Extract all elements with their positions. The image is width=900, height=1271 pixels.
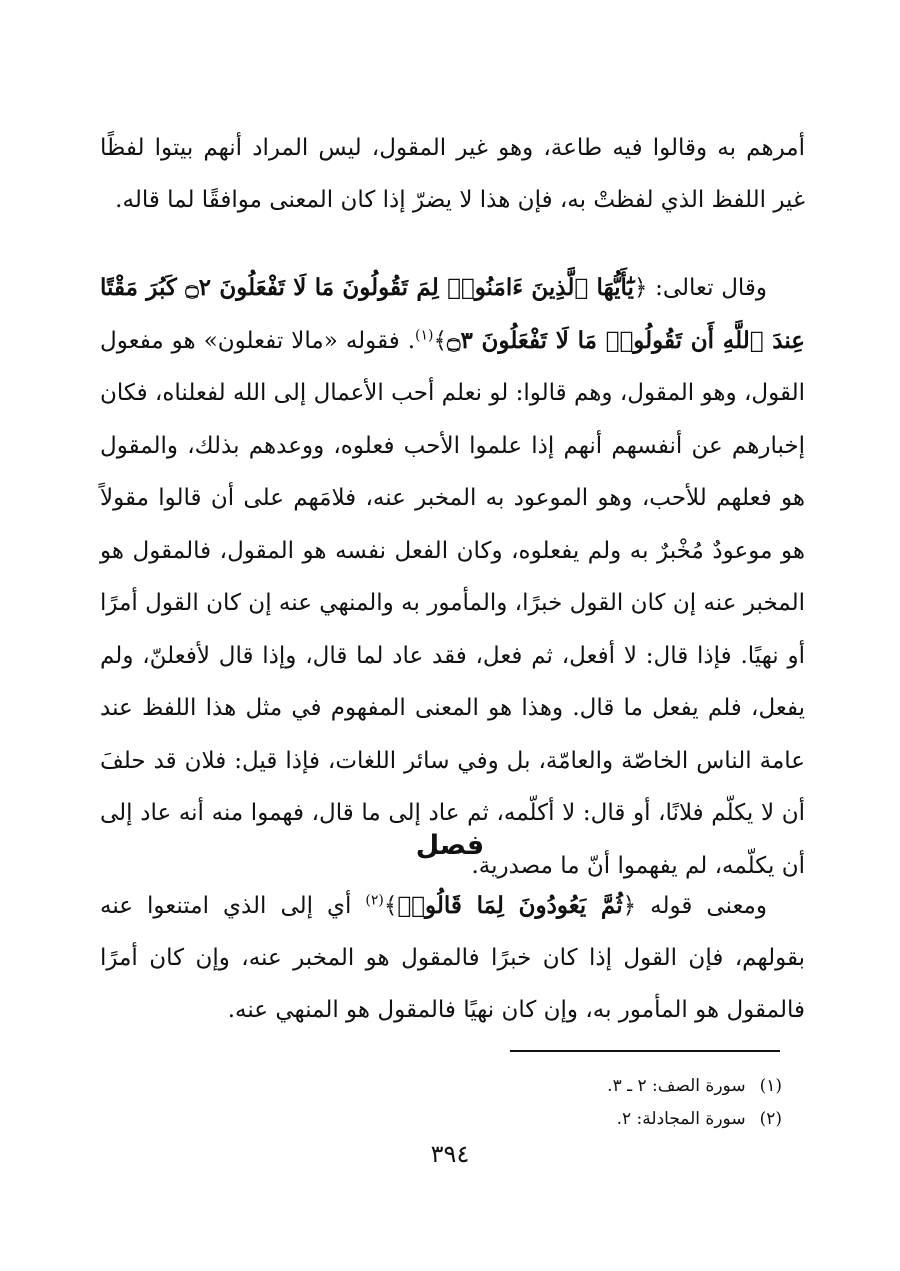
footnote-text: سورة المجادلة: ٢. [616, 1109, 746, 1129]
quran-verse-mujadila: ثُمَّ يَعُودُونَ لِمَا قَالُوا۟ [397, 892, 623, 919]
paragraph-2 [100, 262, 805, 892]
paragraph-2-body: . فقوله «مالا تفعلون» هو مفعول القول، وهو المقول، وهم قالوا: لو نعلم أحب الأعمال إلى الله لفعلناه، فكان إخبارهم عن أنفسهم أنهم إذا علموا الأحب فعلوه، ووعدهم بذلك، والمقول هو فعلهم للأحب، وهو الموعود به المخبر عنه، فلامَهم على أن قالوا مقولاً هو موعودٌ مُخْبرٌ به ولم يفعلوه، وكان الفعل نفسه هو المقول، فالمقول هو المخبر عنه إن كان القول خبرًا، والمأمور به والمنهي عنه إن كان القول أمرًا أو نهيًا. فإذا قال: لا أفعل، ثم فعل، فقد عاد لما قال، وإذا قال لأفعلنّ، ولم يفعل، فلم يفعل ما قال. وهذا هو المعنى المفهوم في مثل هذا اللفظ عند عامة الناس الخاصّة والعامّة، بل وفي سائر اللغات، فإذا قيل: فلان قد حلفَ أن لا يكلّم فلانًا، أو قال: لا أكلّمه، ثم عاد إلى ما قال، فهموا منه أنه عاد إلى أن يكلّمه، لم يفهموا أنّ ما مصدرية. [100, 327, 805, 879]
footnote-ref-1: (١) [415, 326, 434, 343]
page-number: ٣٩٤ [430, 1140, 470, 1168]
quran-verse-saff: يَٰٓأَيُّهَا ٱلَّذِينَ ءَامَنُوا۟ لِمَ تَقُولُونَ مَا لَا تَفْعَلُونَ ۝٢ كَبُرَ مَقْتًا عِندَ ٱللَّهِ أَن تَقُولُوا۟ مَا لَا تَفْعَلُونَ ۝٣ [100, 274, 805, 354]
paragraph-3 [100, 880, 805, 1036]
ornate-bracket-close: ﴾ [383, 893, 398, 919]
footnote-2 [100, 1103, 782, 1136]
footnote-divider [510, 1050, 780, 1052]
footnotes [100, 1070, 782, 1136]
footnote-ref-2: (٢) [365, 892, 384, 909]
footnote-text: سورة الصف: ٢ ـ ٣. [607, 1076, 746, 1096]
footnote-1 [100, 1070, 782, 1103]
section-heading: فصل [415, 830, 485, 861]
paragraph-1: أمرهم به وقالوا فيه طاعة، وهو غير المقول، ليس المراد أنهم بيتوا لفظًا غير اللفظ الذي لفظتْ به، فإن هذا لا يضرّ إذا كان المعنى موافقًا لما قاله. [100, 135, 805, 213]
footnote-number: (٢) [759, 1109, 782, 1129]
paragraph-2-intro: وقال تعالى: [647, 275, 768, 301]
paragraph-3-intro: ومعنى قوله [636, 893, 767, 919]
ornate-bracket-open: ﴿ [622, 893, 637, 919]
paragraph-3-body: أي إلى الذي امتنعوا عنه بقولهم، فإن القول إذا كان خبرًا فالمقول هو المخبر عنه، وإن كان أمرًا فالمقول هو المأمور به، وإن كان نهيًا فالمقول هو المنهي عنه. [100, 893, 805, 1023]
footnote-number: (١) [759, 1076, 782, 1096]
ornate-bracket-open: ﴿ [633, 275, 648, 301]
ornate-bracket-close: ﴾ [433, 327, 447, 354]
